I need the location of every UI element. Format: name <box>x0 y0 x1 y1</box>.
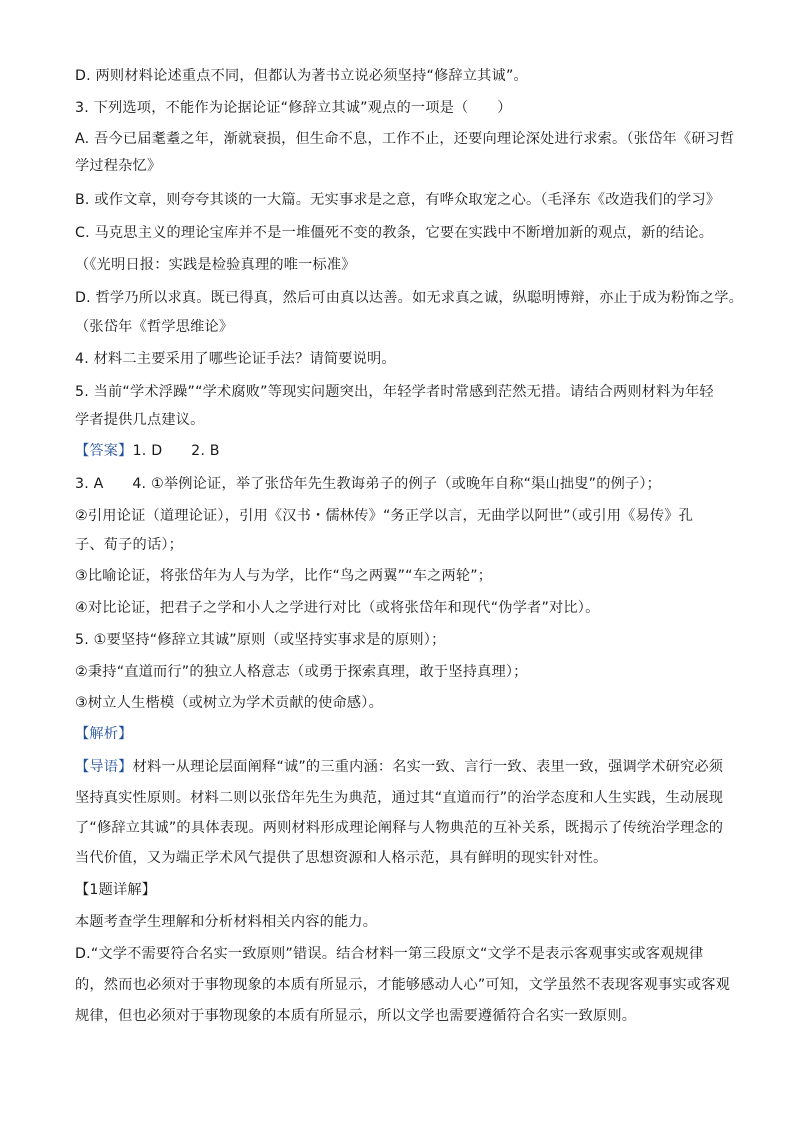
analysis-heading <box>75 724 725 744</box>
section-tag: 【导语】 <box>75 759 133 775</box>
answer-line9: ③树立人生楷模（或树立为学术贡献的使命感）。 <box>75 695 383 711</box>
option-a-line1: A. 吾今已届耄耋之年，渐就衰损，但生命不息，工作不止，还要向理论深处进行求索。（张岱年《研习哲 <box>75 131 735 147</box>
answer-line2: 3. A 4. ①举例论证，举了张岱年先生教诲弟子的例子（或晚年自称“渠山拙叟”的例子）； <box>75 476 662 492</box>
detail-heading-1: 【1题详解】 <box>75 882 157 898</box>
answer-line5: ③比喻论证，将张岱年为人与为学，比作“鸟之两翼”“车之两轮”； <box>75 568 493 584</box>
detail-line2: D.“文学不需要符合名实一致原则”错误。结合材料一第三段原文“文学不是表示客观事实或客观规律 <box>75 946 704 962</box>
answer-line7: 5. ①要坚持“修辞立其诚”原则（或坚持实事求是的原则）； <box>75 632 446 648</box>
detail-line3: 的，然而也必须对于事物现象的本质有所显示，才能够感动人心”可知，文学虽然不表现客观事实或客观 <box>75 977 730 993</box>
answer-line1: 【答案】1. D 2. B <box>75 443 220 459</box>
guide-line1: 【导语】材料一从理论层面阐释“诚”的三重内涵：名实一致、言行一致、表里一致，强调学术研究必须 <box>75 759 724 775</box>
guide-line2: 坚持真实性原则。材料二则以张岱年先生为典范，通过其“直道而行”的治学态度和人生实践，生动展现 <box>75 790 724 806</box>
question-3: 3. 下列选项，不能作为论据论证“修辞立其诚”观点的一项是（ ） <box>75 100 512 116</box>
option-d-line1: D. 哲学乃所以求真。既已得真，然后可由真以达善。如无求真之诚，纵聪明博辩，亦止于成为粉饰之学。 <box>75 290 743 306</box>
option-b: B. 或作文章，则夸夸其谈的一大篇。无实事求是之意，有哗众取宠之心。（毛泽东《改造我们的学习》 <box>75 192 721 208</box>
guide-line4: 当代价值，又为端正学术风气提供了思想资源和人格示范，具有鲜明的现实针对性。 <box>75 850 608 866</box>
option-d-q2: D. 两则材料论述重点不同，但都认为著书立说必须坚持“修辞立其诚”。 <box>75 68 528 84</box>
answer-line8: ②秉持“直道而行”的独立人格意志（或勇于探索真理，敢于坚持真理）； <box>75 664 528 680</box>
guide-line3: 了“修辞立其诚”的具体表现。两则材料形成理论阐释与人物典范的互补关系，既揭示了传统治学理念的 <box>75 820 724 836</box>
answer-line4: 子、荀子的话）； <box>75 537 184 553</box>
question-4: 4. 材料二主要采用了哪些论证手法？请简要说明。 <box>75 351 396 367</box>
question-5-line2: 学者提供几点建议。 <box>75 412 205 428</box>
question-5-line1: 5. 当前“学术浮躁”“学术腐败”等现实问题突出，年轻学者时常感到茫然无措。请结合两则材料为年轻 <box>75 384 714 400</box>
answer-line3: ②引用论证（道理论证），引用《汉书・儒林传》“务正学以言，无曲学以阿世”（或引用《易传》孔 <box>75 508 694 524</box>
answer-line6: ④对比论证，把君子之学和小人之学进行对比（或将张岱年和现代“伪学者”对比）。 <box>75 600 600 616</box>
option-a-line2: 学过程杂忆》 <box>75 158 162 174</box>
option-d-line2: （张岱年《哲学思维论》 <box>75 319 234 335</box>
option-c-line1: C. 马克思主义的理论宝库并不是一堆僵死不变的教条，它要在实践中不断增加新的观点，新的结论。 <box>75 225 714 241</box>
section-tag: 【解析】 <box>75 726 133 742</box>
detail-line4: 规律，但也必须对于事物现象的本质有所显示，所以文学也需要遵循符合名实一致原则。 <box>75 1008 637 1024</box>
option-c-line2: （《光明日报：实践是检验真理的唯一标准》 <box>75 257 356 273</box>
section-tag: 【答案】 <box>75 443 133 459</box>
detail-line1: 本题考查学生理解和分析材料相关内容的能力。 <box>75 914 378 930</box>
